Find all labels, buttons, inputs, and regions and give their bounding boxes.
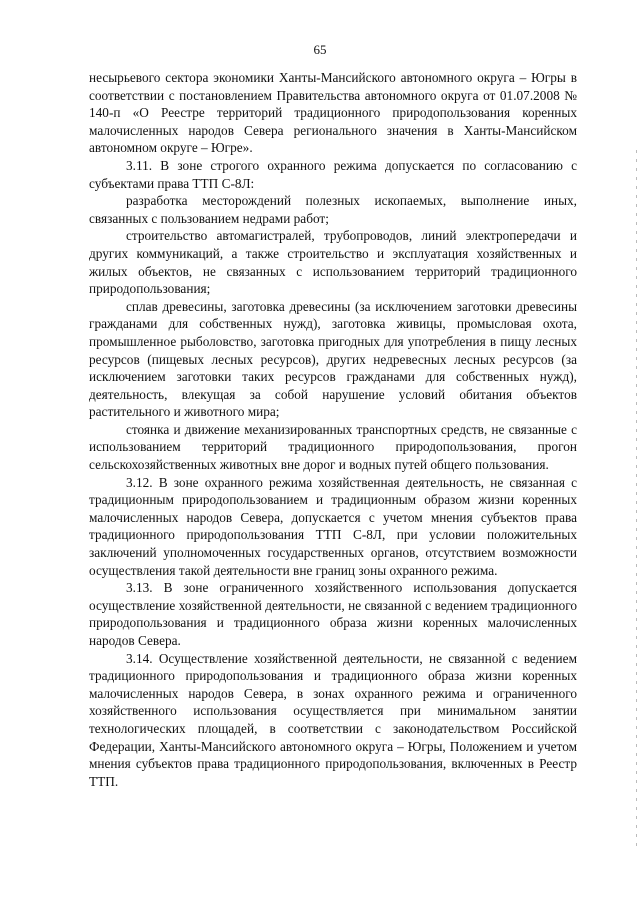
list-item-construction: строительство автомагистралей, трубопроводов, линий электропередачи и других коммуникаций, а также строительство и эксплуатация хозяйственных и жилых объектов, не связанных с использованием территорий традиционного природопользования;	[89, 228, 577, 297]
paragraph-3-14: 3.14. Осуществление хозяйственной деятельности, не связанной с ведением традиционного природопользования и традиционного образа жизни коренных малочисленных народов Севера, в зонах охранного режима и ограниченного хозяйственного использования осуществляется при минимальном занятии технологических площадей, в соответствии с законодательством Российской Федерации, Ханты-Мансийского автономного округа – Югры, Положением и учетом мнения субъектов права традиционного природопользования, включенных в Реестр ТТП.	[89, 650, 577, 789]
list-item-mineral-extraction: разработка месторождений полезных ископаемых, выполнение иных, связанных с пользованием недрами работ;	[89, 193, 577, 226]
paragraph-intro-continuation: несырьевого сектора экономики Ханты-Мансийского автономного округа – Югры в соответствии с постановлением Правительства автономного округа от 01.07.2008 № 140-п «О Реестре территорий традиционного природопользования коренных малочисленных народов Севера регионального значения в Ханты-Мансийском автономном округе – Югре».	[89, 70, 577, 156]
scan-edge-mark	[636, 150, 637, 850]
document-body	[89, 69, 577, 790]
paragraph-3-13: 3.13. В зоне ограниченного хозяйственного использования допускается осуществление хозяйственной деятельности, не связанной с ведением традиционного природопользования и традиционного образа жизни коренных малочисленных народов Севера.	[89, 580, 577, 648]
list-item-timber-rafting: сплав древесины, заготовка древесины (за исключением заготовки древесины гражданами для собственных нужд), заготовка живицы, промысловая охота, промышленное рыболовство, заготовка пригодных для употребления в пищу лесных ресурсов (пищевых лесных ресурсов), других недревесных лесных ресурсов (за исключением заготовки таких ресурсов гражданами для собственных нужд), деятельность, влекущая за собой нарушение условий обитания объектов растительного и животного мира;	[89, 298, 577, 420]
page-number: 65	[313, 42, 327, 57]
paragraph-3-11: 3.11. В зоне строгого охранного режима допускается по согласованию с субъектами права ТТП С-8Л:	[89, 157, 577, 191]
list-item-vehicle-parking: стоянка и движение механизированных транспортных средств, не связанные с использованием территорий традиционного природопользования, прогон сельскохозяйственных животных вне дорог и водных путей общего пользования.	[89, 421, 577, 473]
paragraph-3-12: 3.12. В зоне охранного режима хозяйственная деятельность, не связанная с традиционным природопользованием и традиционным образом жизни коренных малочисленных народов Севера, допускается с учетом мнения субъектов права традиционного природопользования ТТП С-8Л, при условии положительных заключений уполномоченных государственных органов, отсутствием возможности осуществления такой деятельности вне границ зоны охранного режима.	[89, 474, 577, 578]
